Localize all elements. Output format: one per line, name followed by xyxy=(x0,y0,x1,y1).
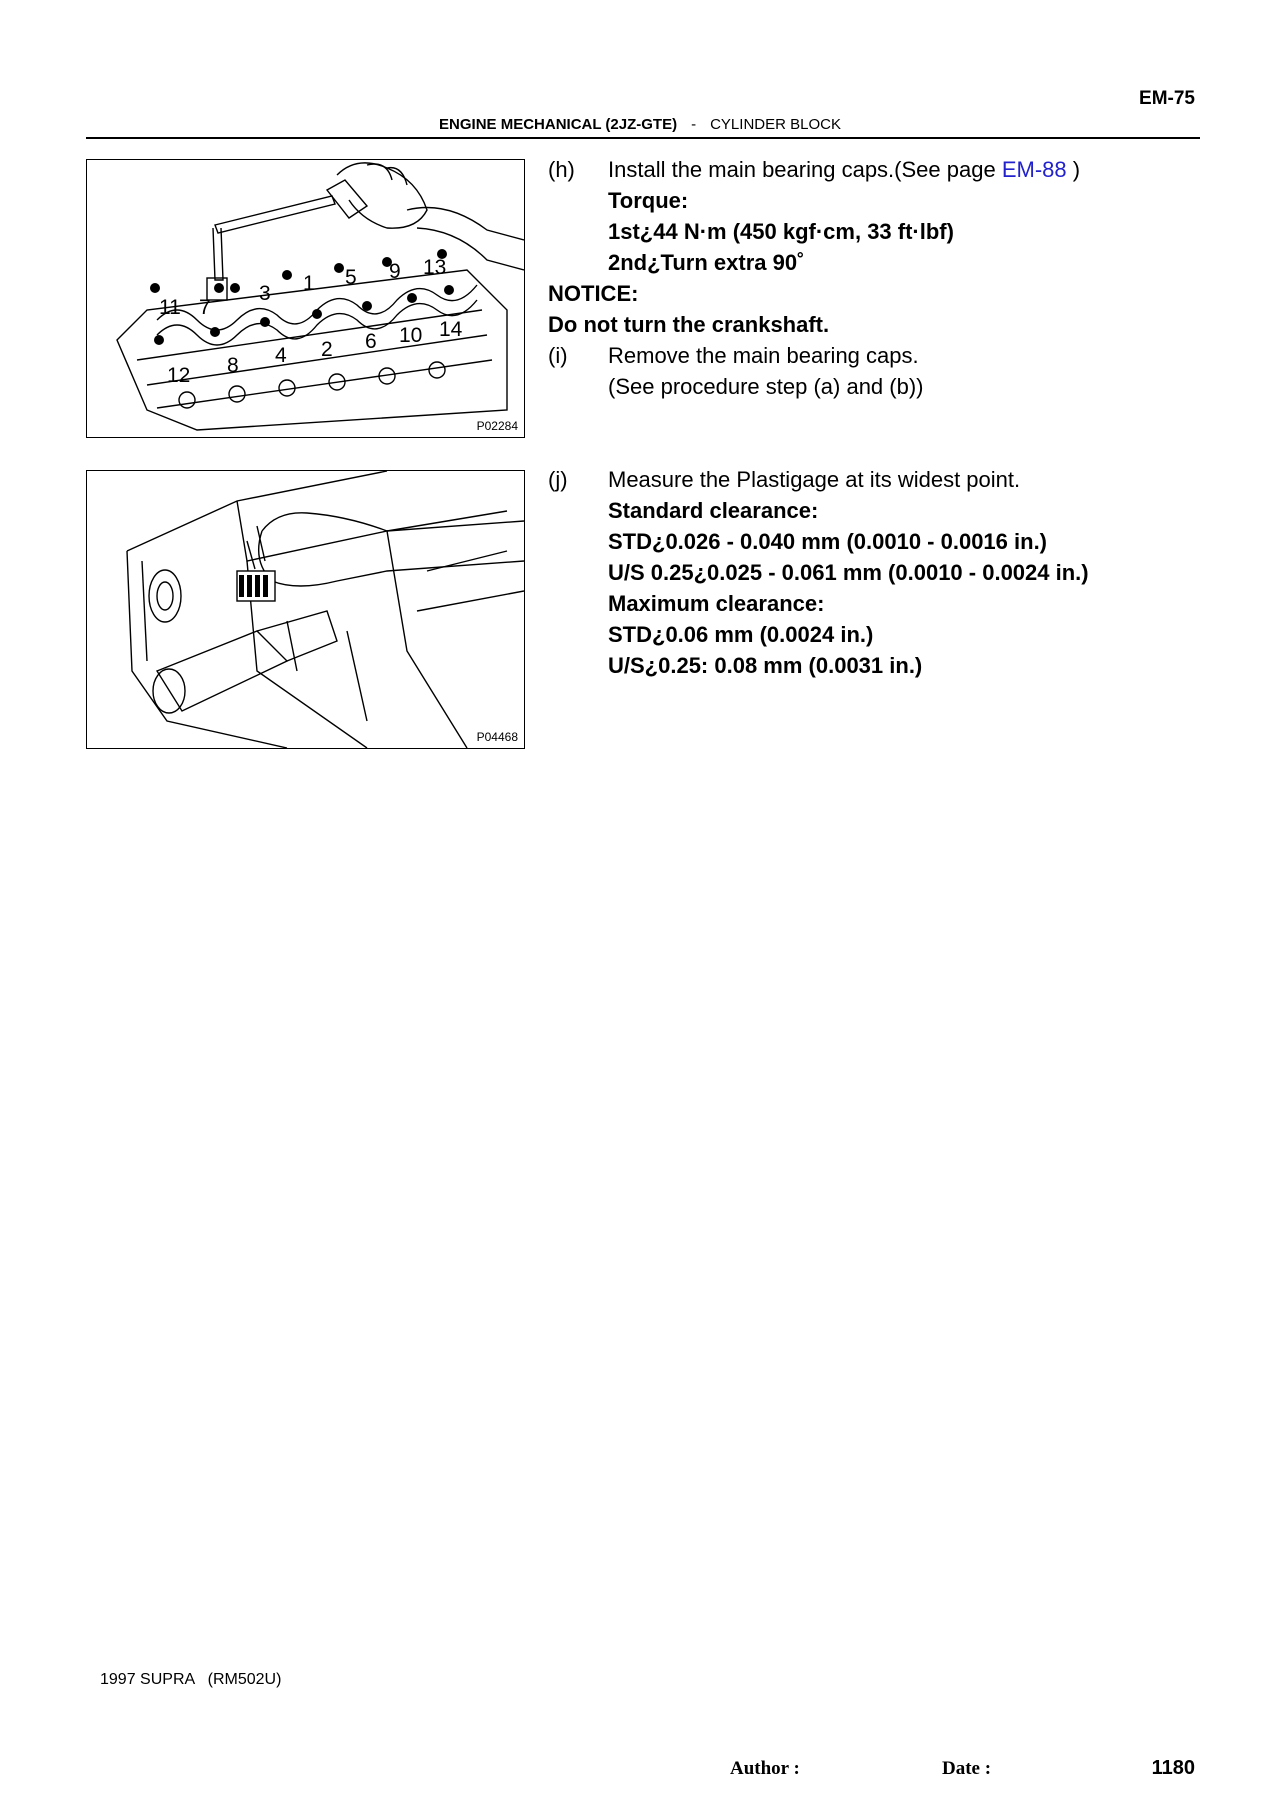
callout-1: 1 xyxy=(303,272,315,295)
step-h xyxy=(548,154,1080,340)
callout-9: 9 xyxy=(389,260,401,283)
subsection-title: CYLINDER BLOCK xyxy=(710,116,841,133)
notice-title: NOTICE: xyxy=(548,281,639,306)
torque-2nd: 2nd¿Turn extra 90˚ xyxy=(608,250,805,275)
step-text: Install the main bearing caps.(See page xyxy=(608,157,1002,182)
torque-1st: 1st¿44 N·m (450 kgf·cm, 33 ft·lbf) xyxy=(608,219,954,244)
page-number: 1180 xyxy=(1151,1757,1195,1779)
section-title: ENGINE MECHANICAL (2JZ-GTE) xyxy=(439,116,678,133)
callout-5: 5 xyxy=(345,266,357,289)
date-label: Date : xyxy=(942,1758,992,1779)
footer-model: 1997 SUPRA (RM502U) xyxy=(100,1671,282,1688)
plastigage-illustration xyxy=(87,471,524,748)
page-code: EM-75 xyxy=(1139,88,1195,109)
notice-text: Do not turn the crankshaft. xyxy=(548,312,830,337)
header-separator: - xyxy=(691,116,697,133)
figure-main-bearing-caps xyxy=(86,159,525,438)
step-text: Measure the Plastigage at its widest point. xyxy=(608,467,1021,492)
step-i xyxy=(548,340,924,402)
callout-6: 6 xyxy=(365,330,377,353)
figure-id: P04468 xyxy=(476,730,518,744)
standard-us: U/S 0.25¿0.025 - 0.061 mm (0.0010 - 0.0024 in.) xyxy=(608,560,1089,585)
header-rule xyxy=(86,137,1200,139)
running-header xyxy=(0,116,1280,133)
figure-plastigage-measure xyxy=(86,470,525,749)
plastigage-scale xyxy=(237,571,275,601)
callout-8: 8 xyxy=(227,354,239,377)
step-text: Remove the main bearing caps. xyxy=(608,343,919,368)
page-link-em-88[interactable]: EM-88 xyxy=(1001,157,1067,182)
step-label: (i) xyxy=(548,343,568,368)
engine-block-illustration xyxy=(87,160,524,437)
callout-14: 14 xyxy=(439,318,463,341)
step-label: (j) xyxy=(548,467,568,492)
callout-11: 11 xyxy=(159,296,181,319)
callout-2: 2 xyxy=(321,338,333,361)
callout-12: 12 xyxy=(167,364,191,387)
maximum-us: U/S¿0.25: 0.08 mm (0.0031 in.) xyxy=(608,653,923,678)
step-label: (h) xyxy=(548,157,575,182)
step-text-after: ) xyxy=(1066,157,1081,182)
standard-std: STD¿0.026 - 0.040 mm (0.0010 - 0.0016 in.) xyxy=(608,529,1048,554)
step-j xyxy=(548,464,1089,681)
step-text-2: (See procedure step (a) and (b)) xyxy=(608,374,924,399)
maximum-clearance-title: Maximum clearance: xyxy=(608,591,825,616)
torque-title: Torque: xyxy=(608,188,689,213)
callout-7: 7 xyxy=(199,296,211,319)
author-label: Author : xyxy=(730,1758,800,1779)
figure-id: P02284 xyxy=(476,419,518,433)
maximum-std: STD¿0.06 mm (0.0024 in.) xyxy=(608,622,874,647)
standard-clearance-title: Standard clearance: xyxy=(608,498,819,523)
callout-4: 4 xyxy=(275,344,287,367)
callout-10: 10 xyxy=(399,324,423,347)
callout-13: 13 xyxy=(423,256,447,279)
callout-3: 3 xyxy=(259,282,271,305)
